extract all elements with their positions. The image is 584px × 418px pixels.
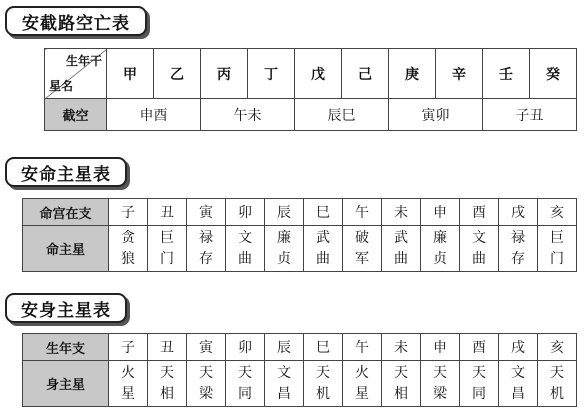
star-cell bbox=[304, 226, 343, 272]
star-char: 文 bbox=[511, 364, 525, 381]
star-char: 曲 bbox=[238, 250, 252, 267]
star-cell bbox=[382, 361, 421, 407]
star-char: 文 bbox=[277, 364, 291, 381]
branch-cell: 辰 bbox=[265, 199, 304, 226]
stem-cell: 辛 bbox=[436, 49, 483, 99]
star-char: 文 bbox=[238, 229, 252, 246]
star-char: 相 bbox=[394, 385, 408, 402]
star-char: 武 bbox=[394, 229, 408, 246]
star-cell bbox=[109, 361, 148, 407]
branch-cell: 卯 bbox=[226, 334, 265, 361]
star-char: 天 bbox=[472, 364, 486, 381]
branch-cell: 酉 bbox=[460, 334, 499, 361]
branch-cell: 卯 bbox=[226, 199, 265, 226]
star-char: 巨 bbox=[160, 229, 174, 246]
star-char: 禄 bbox=[511, 229, 525, 246]
branch-cell: 亥 bbox=[538, 334, 577, 361]
star-cell bbox=[226, 361, 265, 407]
star-cell bbox=[460, 226, 499, 272]
kongwang-title-text: 安截路空亡表 bbox=[22, 13, 130, 34]
branch-cell: 亥 bbox=[538, 199, 577, 226]
star-char: 存 bbox=[511, 250, 525, 267]
stem-cell: 壬 bbox=[483, 49, 530, 99]
star-cell bbox=[421, 361, 460, 407]
shenzhu-table bbox=[22, 333, 577, 407]
branch-cell: 子 bbox=[109, 199, 148, 226]
branch-cell: 酉 bbox=[460, 199, 499, 226]
branch-cell: 未 bbox=[382, 334, 421, 361]
stem-cell: 癸 bbox=[530, 49, 577, 99]
star-char: 狼 bbox=[121, 250, 135, 267]
stem-cell: 甲 bbox=[107, 49, 154, 99]
jiekong-value: 午未 bbox=[201, 99, 295, 131]
corner-bottom-label: 星名 bbox=[49, 79, 74, 93]
mingzhu-title bbox=[5, 157, 127, 187]
shenzhu-title-text: 安身主星表 bbox=[21, 300, 111, 321]
shenzhu-title bbox=[5, 293, 127, 323]
star-char: 星 bbox=[355, 385, 369, 402]
stem-cell: 庚 bbox=[389, 49, 436, 99]
row-label-shengnianzhi: 生年支 bbox=[23, 334, 109, 361]
row-label-jiekong: 截空 bbox=[45, 99, 107, 131]
stem-cell: 己 bbox=[342, 49, 389, 99]
branch-cell: 子 bbox=[109, 334, 148, 361]
star-char: 贞 bbox=[277, 250, 291, 267]
branch-cell: 申 bbox=[421, 199, 460, 226]
stem-cell: 丙 bbox=[201, 49, 248, 99]
branch-cell: 辰 bbox=[265, 334, 304, 361]
star-cell bbox=[343, 361, 382, 407]
star-char: 门 bbox=[160, 250, 174, 267]
star-char: 禄 bbox=[199, 229, 213, 246]
star-cell bbox=[265, 361, 304, 407]
star-char: 天 bbox=[433, 364, 447, 381]
branch-cell: 巳 bbox=[304, 334, 343, 361]
star-char: 机 bbox=[550, 385, 564, 402]
branch-cell: 寅 bbox=[187, 199, 226, 226]
star-char: 相 bbox=[160, 385, 174, 402]
jiekong-value: 子丑 bbox=[483, 99, 577, 131]
stem-cell: 乙 bbox=[154, 49, 201, 99]
star-char: 火 bbox=[121, 364, 135, 381]
star-cell bbox=[499, 361, 538, 407]
star-cell bbox=[460, 361, 499, 407]
star-char: 巨 bbox=[550, 229, 564, 246]
star-cell bbox=[382, 226, 421, 272]
branch-cell: 午 bbox=[343, 334, 382, 361]
branch-cell: 戌 bbox=[499, 334, 538, 361]
star-char: 门 bbox=[550, 250, 564, 267]
star-char: 破 bbox=[355, 229, 369, 246]
star-char: 天 bbox=[394, 364, 408, 381]
star-char: 曲 bbox=[394, 250, 408, 267]
stem-cell: 丁 bbox=[248, 49, 295, 99]
star-cell bbox=[187, 361, 226, 407]
star-char: 火 bbox=[355, 364, 369, 381]
kongwang-title bbox=[5, 6, 147, 36]
branch-cell: 申 bbox=[421, 334, 460, 361]
star-cell bbox=[343, 226, 382, 272]
star-char: 昌 bbox=[511, 385, 525, 402]
star-char: 文 bbox=[472, 229, 486, 246]
branch-cell: 丑 bbox=[148, 334, 187, 361]
star-cell bbox=[304, 361, 343, 407]
branch-cell: 午 bbox=[343, 199, 382, 226]
star-cell bbox=[421, 226, 460, 272]
star-char: 存 bbox=[199, 250, 213, 267]
star-char: 梁 bbox=[433, 385, 447, 402]
branch-cell: 戌 bbox=[499, 199, 538, 226]
star-char: 梁 bbox=[199, 385, 213, 402]
star-char: 贞 bbox=[433, 250, 447, 267]
star-char: 天 bbox=[550, 364, 564, 381]
star-char: 廉 bbox=[277, 229, 291, 246]
corner-top-label: 生年干 bbox=[65, 54, 102, 68]
star-char: 曲 bbox=[472, 250, 486, 267]
star-char: 星 bbox=[121, 385, 135, 402]
star-char: 同 bbox=[238, 385, 252, 402]
star-cell bbox=[187, 226, 226, 272]
mingzhu-table bbox=[22, 198, 577, 272]
star-char: 昌 bbox=[277, 385, 291, 402]
star-cell bbox=[265, 226, 304, 272]
star-char: 天 bbox=[316, 364, 330, 381]
star-char: 天 bbox=[160, 364, 174, 381]
stem-cell: 戊 bbox=[295, 49, 342, 99]
star-cell bbox=[538, 361, 577, 407]
branch-cell: 丑 bbox=[148, 199, 187, 226]
branch-cell: 寅 bbox=[187, 334, 226, 361]
star-char: 武 bbox=[316, 229, 330, 246]
star-char: 军 bbox=[355, 250, 369, 267]
star-cell bbox=[109, 226, 148, 272]
star-cell bbox=[148, 226, 187, 272]
branch-cell: 巳 bbox=[304, 199, 343, 226]
star-char: 机 bbox=[316, 385, 330, 402]
star-char: 曲 bbox=[316, 250, 330, 267]
star-cell bbox=[499, 226, 538, 272]
star-char: 贪 bbox=[121, 229, 135, 246]
star-cell bbox=[226, 226, 265, 272]
star-char: 天 bbox=[238, 364, 252, 381]
corner-header-cell bbox=[45, 49, 107, 99]
jiekong-value: 申酉 bbox=[107, 99, 201, 131]
jiekong-value: 寅卯 bbox=[389, 99, 483, 131]
star-char: 廉 bbox=[433, 229, 447, 246]
row-label-mingzhuxing: 命主星 bbox=[23, 226, 109, 272]
row-label-minggong: 命宫在支 bbox=[23, 199, 109, 226]
jiekong-value: 辰巳 bbox=[295, 99, 389, 131]
branch-cell: 未 bbox=[382, 199, 421, 226]
mingzhu-title-text: 安命主星表 bbox=[21, 164, 111, 185]
star-char: 天 bbox=[199, 364, 213, 381]
star-cell bbox=[148, 361, 187, 407]
star-char: 同 bbox=[472, 385, 486, 402]
kongwang-table bbox=[44, 48, 577, 131]
row-label-shenzhuxing: 身主星 bbox=[23, 361, 109, 407]
star-cell bbox=[538, 226, 577, 272]
